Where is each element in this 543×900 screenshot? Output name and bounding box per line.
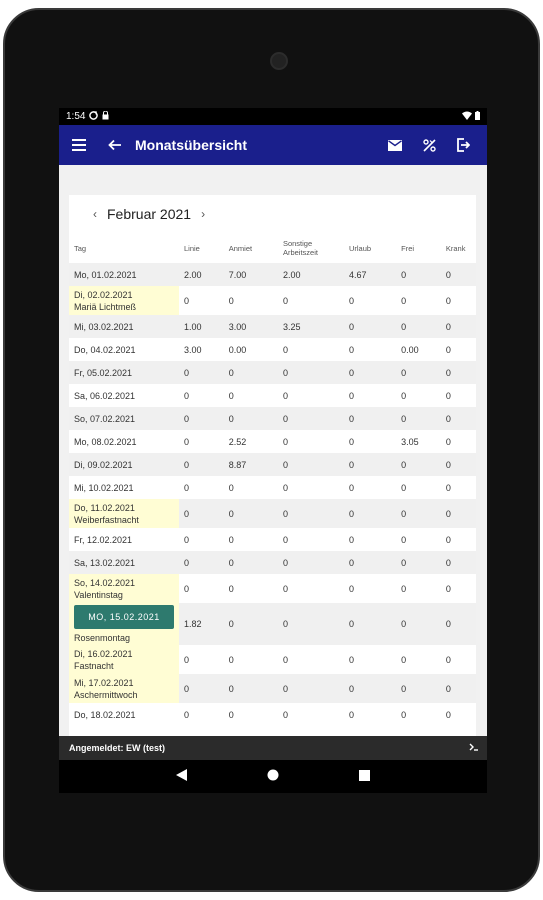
- value-cell: 0: [228, 583, 234, 594]
- holiday-label: Rosenmontag: [74, 632, 131, 643]
- table-row[interactable]: [69, 338, 476, 361]
- month-table: [69, 233, 476, 726]
- value-cell: 0: [396, 603, 441, 645]
- home-circle-icon[interactable]: [267, 768, 279, 786]
- value-cell: 0: [224, 603, 278, 645]
- value-cell: 0.00: [228, 344, 247, 355]
- day-cell: [69, 286, 179, 315]
- day-cell: [69, 338, 179, 361]
- value-cell: 0: [441, 361, 476, 384]
- day-label: Fr, 05.02.2021: [74, 367, 133, 378]
- value-cell: 0: [441, 453, 476, 476]
- value-cell: 0: [441, 407, 476, 430]
- sync-icon: [89, 111, 98, 123]
- menu-icon[interactable]: [69, 135, 89, 155]
- day-cell: [69, 499, 179, 528]
- day-label: So, 14.02.2021: [74, 577, 136, 588]
- day-cell: [69, 551, 179, 574]
- value-cell: 0: [224, 361, 278, 384]
- day-cell: [69, 315, 179, 338]
- value-cell: 0: [282, 709, 288, 720]
- value-cell: 0: [445, 654, 451, 665]
- logout-icon[interactable]: [453, 135, 473, 155]
- value-cell: 8.87: [224, 453, 278, 476]
- value-cell: 0: [445, 583, 451, 594]
- app-bar: [59, 125, 487, 165]
- login-status: Angemeldet: EW (test): [69, 743, 166, 753]
- today-badge: MO, 15.02.2021: [74, 605, 174, 629]
- value-cell: 0: [401, 534, 407, 545]
- value-cell: 0: [179, 407, 224, 430]
- value-cell: 0: [401, 583, 407, 594]
- value-cell: 0: [282, 295, 288, 306]
- value-cell: 0: [445, 534, 451, 545]
- value-cell: 0: [179, 499, 224, 528]
- lock-icon: [102, 111, 109, 123]
- value-cell: 0: [445, 390, 451, 401]
- table-row[interactable]: [69, 603, 476, 645]
- header-linie: Linie: [184, 243, 200, 253]
- table-row[interactable]: [69, 286, 476, 315]
- value-cell: 0: [278, 361, 344, 384]
- value-cell: 0.00: [401, 344, 419, 355]
- value-cell: 0: [224, 499, 278, 528]
- camera: [270, 52, 288, 70]
- value-cell: 0: [401, 709, 407, 720]
- day-cell: [69, 574, 179, 603]
- value-cell: 0: [344, 361, 396, 384]
- header-anmiet: Anmiet: [228, 243, 253, 253]
- header-frei: Frei: [401, 243, 415, 253]
- value-cell: 0: [401, 482, 407, 493]
- value-cell: 0: [445, 709, 451, 720]
- value-cell: 0: [224, 674, 278, 703]
- value-cell: 0: [278, 499, 344, 528]
- month-label: Februar 2021: [107, 206, 192, 222]
- value-cell: 0: [344, 603, 396, 645]
- value-cell: 3.00: [184, 344, 202, 355]
- value-cell: 0: [184, 654, 190, 665]
- table-row[interactable]: [69, 430, 476, 453]
- day-cell: [69, 430, 179, 453]
- value-cell: 0: [445, 482, 451, 493]
- arrow-back-icon[interactable]: [105, 135, 125, 155]
- day-label: Sa, 06.02.2021: [74, 390, 136, 401]
- page-title: Monatsübersicht: [135, 137, 248, 153]
- value-cell: 0: [441, 263, 476, 286]
- wifi-icon: [462, 111, 472, 123]
- value-cell: 0: [441, 551, 476, 574]
- holiday-label: Weiberfastnacht: [74, 514, 139, 525]
- day-cell: [69, 263, 179, 286]
- table-row[interactable]: [69, 703, 476, 726]
- value-cell: 4.67: [344, 263, 396, 286]
- value-cell: 0: [445, 295, 451, 306]
- value-cell: 0: [348, 390, 354, 401]
- screen: [59, 108, 487, 793]
- day-label: Do, 18.02.2021: [74, 709, 136, 720]
- day-label: Di, 16.02.2021: [74, 648, 133, 659]
- value-cell: 7.00: [224, 263, 278, 286]
- table-row[interactable]: [69, 263, 476, 286]
- day-cell: [69, 361, 179, 384]
- value-cell: 0: [228, 534, 234, 545]
- table-row[interactable]: [69, 476, 476, 499]
- value-cell: 0: [344, 315, 396, 338]
- value-cell: 0: [228, 654, 234, 665]
- value-cell: 0: [224, 407, 278, 430]
- value-cell: 0: [282, 390, 288, 401]
- value-cell: 0: [348, 654, 354, 665]
- value-cell: 0: [282, 583, 288, 594]
- value-cell: 0: [396, 407, 441, 430]
- chevron-left-icon[interactable]: ‹: [93, 207, 97, 221]
- value-cell: 0: [401, 654, 407, 665]
- value-cell: 0: [179, 453, 224, 476]
- value-cell: 0: [441, 674, 476, 703]
- day-label: Mo, 01.02.2021: [74, 269, 137, 280]
- table-row[interactable]: [69, 361, 476, 384]
- value-cell: 0: [278, 453, 344, 476]
- holiday-label: Mariä Lichtmeß: [74, 301, 137, 312]
- day-label: Do, 04.02.2021: [74, 344, 136, 355]
- value-cell: 0: [179, 361, 224, 384]
- value-cell: 0: [396, 361, 441, 384]
- value-cell: 0: [179, 551, 224, 574]
- value-cell: 3.05: [401, 436, 419, 447]
- day-label: Mi, 03.02.2021: [74, 321, 134, 332]
- value-cell: 0: [396, 499, 441, 528]
- status-bar: [59, 108, 487, 125]
- table-row[interactable]: [69, 315, 476, 338]
- mail-icon[interactable]: [385, 135, 405, 155]
- day-label: Fr, 12.02.2021: [74, 534, 133, 545]
- day-label: Sa, 13.02.2021: [74, 557, 136, 568]
- value-cell: 0: [401, 390, 407, 401]
- value-cell: 0: [344, 551, 396, 574]
- day-label: Do, 11.02.2021: [74, 502, 135, 513]
- table-row[interactable]: [69, 499, 476, 528]
- value-cell: 0: [348, 482, 354, 493]
- table-row[interactable]: [69, 528, 476, 551]
- value-cell: 0: [184, 709, 190, 720]
- day-label: Mi, 10.02.2021: [74, 482, 134, 493]
- status-time: 1:54: [66, 111, 86, 122]
- value-cell: 0: [184, 482, 190, 493]
- value-cell: 0: [348, 534, 354, 545]
- holiday-label: Valentinstag: [74, 589, 123, 600]
- value-cell: 1.82: [179, 603, 224, 645]
- table-row[interactable]: [69, 551, 476, 574]
- value-cell: 0: [282, 482, 288, 493]
- day-cell: [69, 703, 179, 726]
- value-cell: 0: [344, 453, 396, 476]
- battery-icon: [475, 111, 480, 123]
- value-cell: 0: [348, 436, 354, 447]
- recents-square-icon[interactable]: [359, 768, 370, 786]
- value-cell: 0: [396, 453, 441, 476]
- value-cell: 0: [228, 295, 234, 306]
- value-cell: 0: [282, 654, 288, 665]
- day-label: Di, 02.02.2021: [74, 289, 133, 300]
- value-cell: 0: [348, 583, 354, 594]
- value-cell: 0: [228, 709, 234, 720]
- value-cell: 0: [184, 583, 190, 594]
- value-cell: 0: [401, 295, 407, 306]
- value-cell: 0: [396, 674, 441, 703]
- table-body: [69, 263, 476, 726]
- value-cell: 0: [179, 674, 224, 703]
- holiday-label: Fastnacht: [74, 660, 114, 671]
- day-label: So, 07.02.2021: [74, 413, 136, 424]
- day-cell: [69, 674, 179, 703]
- value-cell: 0: [228, 482, 234, 493]
- header-urlaub: Urlaub: [348, 243, 372, 253]
- value-cell: 0: [344, 499, 396, 528]
- value-cell: 0: [344, 407, 396, 430]
- day-label: Di, 09.02.2021: [74, 459, 133, 470]
- day-cell: [69, 407, 179, 430]
- header-krank: Krank: [445, 243, 466, 253]
- day-cell: [69, 384, 179, 407]
- table-row[interactable]: [69, 384, 476, 407]
- value-cell: 0: [278, 674, 344, 703]
- table-row[interactable]: [69, 407, 476, 430]
- terminal-icon[interactable]: [469, 743, 479, 753]
- value-cell: 0: [441, 315, 476, 338]
- content-area: [59, 165, 487, 736]
- value-cell: 1.00: [179, 315, 224, 338]
- day-cell: [69, 476, 179, 499]
- value-cell: 2.00: [278, 263, 344, 286]
- value-cell: 2.00: [179, 263, 224, 286]
- table-row[interactable]: [69, 645, 476, 674]
- day-cell: [69, 453, 179, 476]
- footer-bar: [59, 736, 487, 760]
- value-cell: 0: [396, 263, 441, 286]
- value-cell: 0: [184, 295, 190, 306]
- table-row[interactable]: [69, 674, 476, 703]
- value-cell: 0: [224, 551, 278, 574]
- value-cell: 0: [278, 551, 344, 574]
- value-cell: 0: [184, 436, 190, 447]
- value-cell: 0: [344, 674, 396, 703]
- value-cell: 0: [396, 551, 441, 574]
- table-row[interactable]: [69, 453, 476, 476]
- value-cell: 0: [184, 390, 190, 401]
- header-sonstige: Sonstige Arbeitszeit: [282, 239, 318, 257]
- value-cell: 3.00: [224, 315, 278, 338]
- day-label: Mo, 08.02.2021: [74, 436, 137, 447]
- table-row[interactable]: [69, 574, 476, 603]
- header-tag: Tag: [74, 243, 87, 253]
- value-cell: 0: [228, 390, 234, 401]
- value-cell: 3.25: [278, 315, 344, 338]
- value-cell: 0: [278, 407, 344, 430]
- value-cell: 0: [278, 603, 344, 645]
- value-cell: 2.52: [228, 436, 247, 447]
- month-card: [69, 195, 476, 736]
- day-cell: [69, 603, 179, 645]
- value-cell: 0: [282, 534, 288, 545]
- value-cell: 0: [348, 709, 354, 720]
- value-cell: 0: [282, 344, 288, 355]
- day-label: Mi, 17.02.2021: [74, 677, 134, 688]
- value-cell: 0: [184, 534, 190, 545]
- value-cell: 0: [348, 344, 354, 355]
- value-cell: 0: [445, 436, 451, 447]
- value-cell: 0: [441, 603, 476, 645]
- android-nav-bar: [59, 760, 487, 793]
- chevron-right-icon[interactable]: ›: [201, 207, 206, 221]
- back-triangle-icon[interactable]: [176, 768, 187, 786]
- holiday-label: Aschermittwoch: [74, 689, 138, 700]
- value-cell: 0: [282, 436, 288, 447]
- value-cell: 0: [348, 295, 354, 306]
- percent-icon[interactable]: [419, 135, 439, 155]
- table-header: [69, 233, 476, 263]
- month-navigation: [69, 195, 476, 233]
- value-cell: 0: [396, 315, 441, 338]
- value-cell: 0: [441, 499, 476, 528]
- value-cell: 0: [445, 344, 451, 355]
- day-cell: [69, 528, 179, 551]
- day-cell: [69, 645, 179, 674]
